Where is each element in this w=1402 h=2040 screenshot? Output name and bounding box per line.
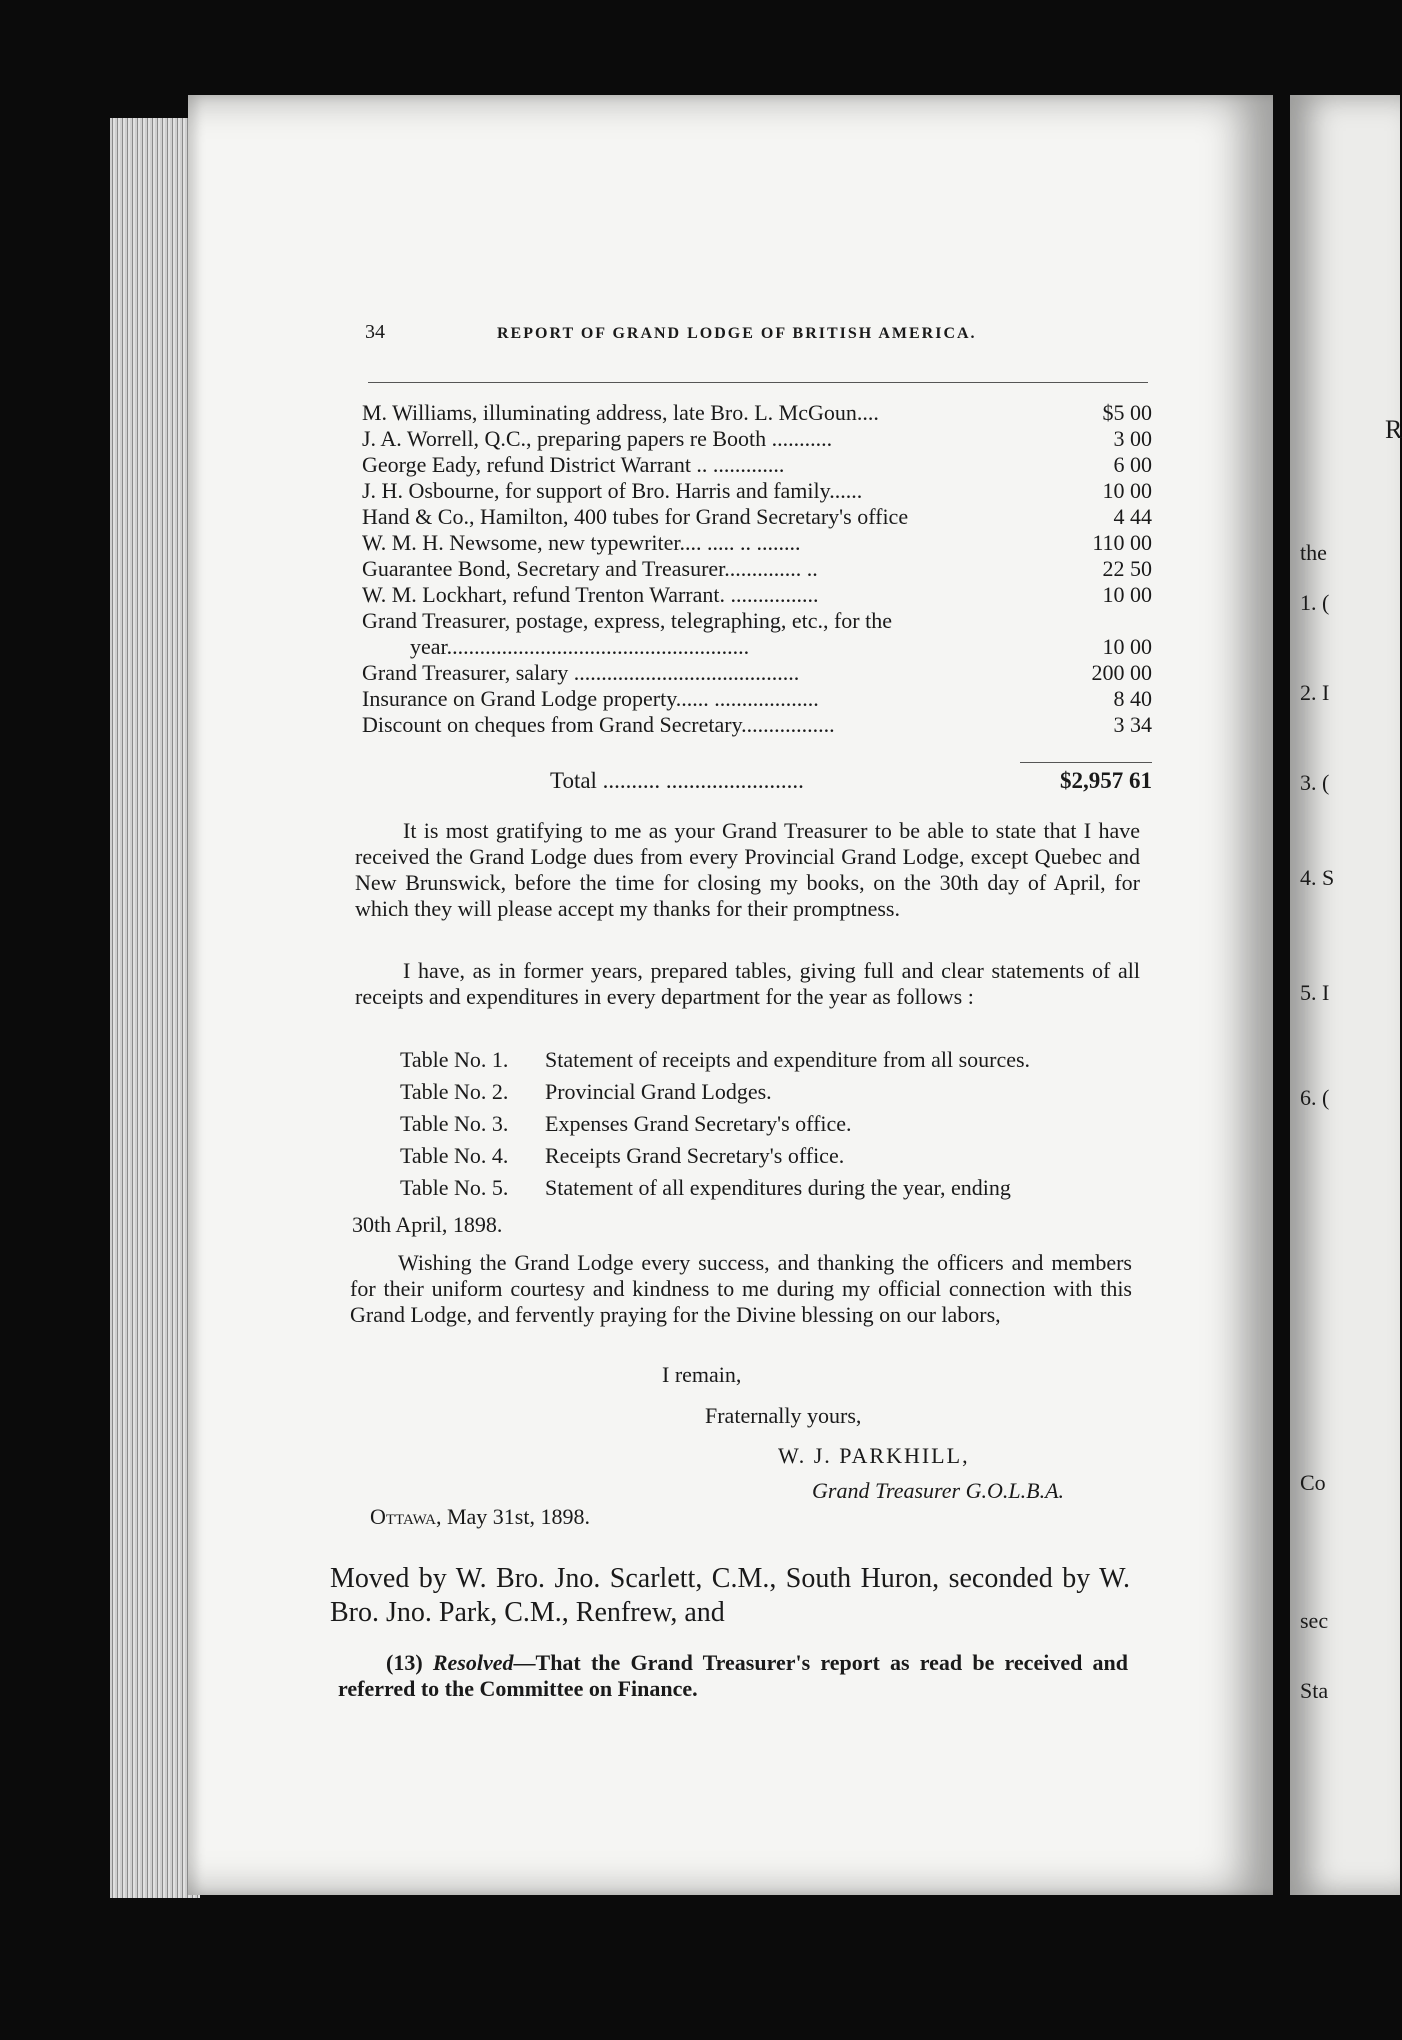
table-label: Table No. 1. [400, 1047, 509, 1072]
ledger-amount: 110 00 [1092, 530, 1152, 555]
motion-resolved [338, 1650, 1128, 1702]
ledger-row [362, 452, 1152, 478]
ledger-amount: 22 50 [1102, 556, 1152, 581]
ledger-description: Discount on cheques from Grand Secretary................. [362, 712, 835, 737]
table-list-item [400, 1108, 1030, 1140]
ledger-amount: 3 34 [1113, 712, 1152, 737]
table-list-item [400, 1076, 1030, 1108]
closing-remain: I remain, [662, 1362, 742, 1387]
facing-page-text: 6. ( [1300, 1085, 1330, 1110]
expense-ledger [362, 400, 1152, 738]
motion-number: (13) [386, 1650, 423, 1675]
ledger-description: W. M. Lockhart, refund Trenton Warrant. ................ [362, 582, 819, 607]
tables-list [400, 1044, 1030, 1204]
facing-page-text: Co [1300, 1470, 1326, 1495]
signature-name: W. J. PARKHILL, [778, 1443, 970, 1468]
table-description: Expenses Grand Secretary's office. [545, 1111, 852, 1136]
ledger-description: year....................................................... [410, 634, 750, 659]
ledger-description: Guarantee Bond, Secretary and Treasurer.............. .. [362, 556, 818, 581]
total-amount: $2,957 61 [1060, 768, 1152, 793]
ledger-amount: 10 00 [1102, 478, 1152, 503]
ledger-description: J. A. Worrell, Q.C., preparing papers re Booth ........... [362, 426, 833, 451]
ledger-description: Insurance on Grand Lodge property...... ................... [362, 686, 819, 711]
ledger-row [362, 504, 1152, 530]
total-row [550, 768, 1152, 794]
page-edges [110, 118, 200, 1898]
facing-page-text: 3. ( [1300, 770, 1330, 795]
table-label: Table No. 4. [400, 1143, 509, 1168]
ledger-row [362, 660, 1152, 686]
ledger-row [362, 582, 1152, 608]
ledger-description: W. M. H. Newsome, new typewriter.... ..... .. ........ [362, 530, 801, 555]
ledger-row [362, 400, 1152, 426]
table-description: Receipts Grand Secretary's office. [545, 1143, 845, 1168]
resolved-word: Resolved [432, 1650, 514, 1675]
ledger-row [362, 530, 1152, 556]
ledger-amount: $5 00 [1102, 400, 1152, 425]
ledger-description: Hand & Co., Hamilton, 400 tubes for Grand Secretary's office [362, 504, 909, 529]
facing-page-text: the [1300, 540, 1327, 565]
ledger-amount: 8 40 [1113, 686, 1152, 711]
ledger-description: George Eady, refund District Warrant .. ............. [362, 452, 785, 477]
motion-moved: Moved by W. Bro. Jno. Scarlett, C.M., South Huron, seconded by W. Bro. Jno. Park, C.M., Renfrew, and [330, 1563, 1130, 1628]
facing-page-text: 2. I [1300, 680, 1330, 705]
table-label: Table No. 3. [400, 1111, 509, 1136]
ledger-amount: 10 00 [1102, 634, 1152, 659]
page-number: 34 [365, 321, 385, 343]
table-list-item [400, 1172, 1030, 1204]
ledger-amount: 3 00 [1113, 426, 1152, 451]
ledger-description: Grand Treasurer, salary ......................................... [362, 660, 800, 685]
ledger-amount: 6 00 [1113, 452, 1152, 477]
table-list-item [400, 1044, 1030, 1076]
ledger-row [362, 634, 1152, 660]
facing-page-text: Sta [1300, 1678, 1329, 1703]
paragraph-tables-intro: I have, as in former years, prepared tables, giving full and clear statements of all receipts and expenditures in every department for the year as follows : [355, 958, 1140, 1009]
ledger-row [362, 556, 1152, 582]
facing-page-text: R [1385, 415, 1402, 444]
paragraph-dues: It is most gratifying to me as your Grand Treasurer to be able to state that I have received the Grand Lodge dues from every Provincial Grand Lodge, except Quebec and New Brunswick, before the time for closing my books, on the 30th day of April, for which they will please accept my thanks for their promptness. [355, 818, 1140, 921]
table-list-item [400, 1140, 1030, 1172]
dateline-place: Ottawa, [370, 1504, 442, 1529]
signature-title: Grand Treasurer G.O.L.B.A. [812, 1478, 1065, 1503]
paragraph-closing: Wishing the Grand Lodge every success, and thanking the officers and members for their uniform courtesy and kindness to me during my official connection with this Grand Lodge, and fervently praying for the Divine blessing on our labors, [350, 1250, 1132, 1327]
table-description: Statement of receipts and expenditure from all sources. [545, 1047, 1031, 1072]
ledger-row [362, 712, 1152, 738]
total-rule [1020, 762, 1152, 763]
table-label: Table No. 2. [400, 1079, 509, 1104]
closing-fraternally: Fraternally yours, [705, 1403, 862, 1428]
total-label: Total .......... ........................ [550, 768, 804, 793]
ledger-amount: 200 00 [1091, 660, 1152, 685]
table5-continuation: 30th April, 1898. [352, 1212, 503, 1237]
ledger-description: M. Williams, illuminating address, late Bro. L. McGoun.... [362, 400, 879, 425]
facing-page-text: 1. ( [1300, 590, 1330, 615]
table-label: Table No. 5. [400, 1175, 509, 1200]
ledger-row [362, 608, 1152, 634]
ledger-row [362, 686, 1152, 712]
ledger-row [362, 426, 1152, 452]
resolved-text: —That the Grand Treasurer's report as read be received and referred to the Committee on Finance. [338, 1650, 1128, 1701]
ledger-amount: 10 00 [1102, 582, 1152, 607]
facing-page-text: 5. I [1300, 980, 1330, 1005]
dateline-date: May 31st, 1898. [446, 1504, 590, 1529]
facing-page-text: 4. S [1300, 865, 1335, 890]
header-rule [368, 382, 1148, 383]
ledger-description: Grand Treasurer, postage, express, telegraphing, etc., for the [362, 608, 893, 633]
facing-page-text: sec [1300, 1608, 1329, 1633]
ledger-amount: 4 44 [1113, 504, 1152, 529]
ledger-description: J. H. Osbourne, for support of Bro. Harris and family...... [362, 478, 863, 503]
running-head-title: REPORT OF GRAND LODGE OF BRITISH AMERICA. [497, 325, 977, 342]
ledger-row [362, 478, 1152, 504]
dateline [370, 1504, 590, 1530]
table-description: Statement of all expenditures during the year, ending [545, 1175, 1011, 1200]
table-description: Provincial Grand Lodges. [545, 1079, 772, 1104]
